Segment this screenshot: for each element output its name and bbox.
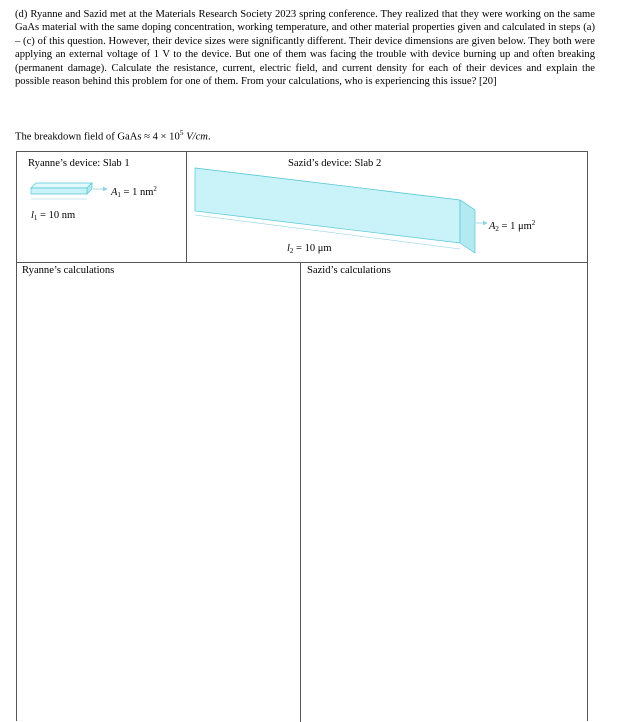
breakdown-prefix: The breakdown field of GaAs ≈ [15, 131, 153, 143]
device-comparison-table [16, 151, 588, 721]
slab-diagrams [17, 152, 589, 262]
ryanne-device-header: Ryanne’s device: Slab 1 [28, 158, 130, 169]
ryanne-calculations-label: Ryanne’s calculations [22, 265, 115, 276]
slab-2-area-label: A2 = 1 $\mu m^2$ [489, 219, 536, 233]
breakdown-field-statement [15, 126, 211, 144]
question-text: (d) Ryanne and Sazid met at the Materials Research Society 2023 spring conference. They realized that they were working on the same GaAs material with the same doping concentration, working temperature, and other material properties given and calculated in steps (a) – (c) of this question. However, their device sizes were significantly different. Their device dimensions are given below. They both were applying an external voltage of 1 V to the device. But one of them was facing the trouble with device burning up and often breaking (permanent damage). Calculate the resistance, current, electric field, and current density for each of their devices and explain the possible reason behind this problem for one of them. From your calculations, who is experiencing this issue? [20] [15, 9, 595, 88]
slab-2-length-label: l2 = 10 μm [287, 243, 332, 255]
slab-1-length-label: l1 = 10 nm [31, 210, 76, 222]
slab-1-shape [31, 183, 92, 194]
table-column-divider-bottom [300, 262, 301, 722]
table-row-divider [17, 262, 587, 263]
breakdown-value: 4 × 10 [152, 131, 180, 143]
sazid-calculations-label: Sazid’s calculations [307, 265, 391, 276]
slab-2-shape [195, 168, 475, 253]
breakdown-suffix: . [207, 131, 211, 143]
sazid-device-header: Sazid’s device: Slab 2 [288, 158, 382, 169]
breakdown-exponent: 5 [179, 128, 184, 137]
slab-1-area-label: A1 = 1 $nm^2$ [111, 185, 157, 199]
breakdown-unit: V/cm [186, 131, 208, 143]
